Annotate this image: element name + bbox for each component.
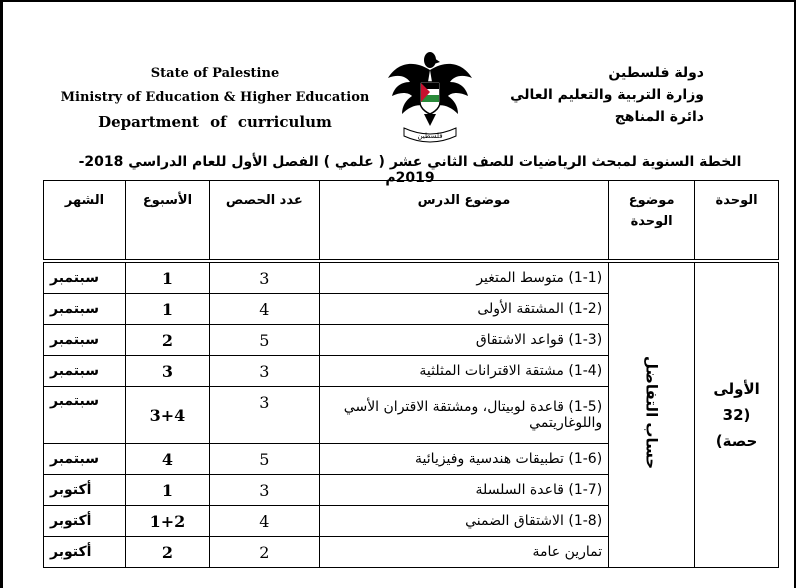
- periods-cell: 3: [209, 475, 319, 506]
- month-cell: سبتمبر: [44, 444, 126, 475]
- lesson-cell: (1-2) المشتقة الأولى: [319, 294, 608, 325]
- periods-cell: 3: [209, 387, 319, 444]
- periods-cell: 5: [209, 325, 319, 356]
- arabic-header: [484, 62, 704, 128]
- plan-title: الخطة السنوية لمبحث الرياضيات للصف الثاني عشر ( علمي ) الفصل الأول للعام الدراسي 2018-2019م: [78, 154, 742, 186]
- lesson-cell: (1-5) قاعدة لوبيتال، ومشتقة الاقتران الأسي واللوغاريتمي: [319, 387, 608, 444]
- topic-cell: [609, 261, 695, 568]
- header-topic-line2: الوحدة: [630, 214, 673, 229]
- lesson-cell: (1-8) الاشتقاق الضمني: [319, 506, 608, 537]
- table-header-row: [44, 181, 779, 262]
- header-week: الأسبوع: [125, 181, 209, 262]
- week-cell: 2: [125, 537, 209, 568]
- page-left-border: [0, 0, 3, 588]
- month-cell: سبتمبر: [44, 325, 126, 356]
- unit-cell: [695, 261, 779, 568]
- lesson-cell: (1-6) تطبيقات هندسية وفيزيائية: [319, 444, 608, 475]
- periods-cell: 4: [209, 294, 319, 325]
- header-topic-line1: موضوع: [628, 193, 675, 208]
- annual-plan-table: [43, 180, 779, 568]
- month-cell: أكتوبر: [44, 506, 126, 537]
- lesson-cell: (1-3) قواعد الاشتقاق: [319, 325, 608, 356]
- month-cell: سبتمبر: [44, 261, 126, 294]
- periods-cell: 4: [209, 506, 319, 537]
- month-cell: سبتمبر: [44, 356, 126, 387]
- month-cell: سبتمبر: [44, 387, 126, 444]
- periods-cell: 5: [209, 444, 319, 475]
- lesson-cell: تمارين عامة: [319, 537, 608, 568]
- state-name-en: State of Palestine: [150, 66, 280, 81]
- header-lesson: موضوع الدرس: [319, 181, 608, 262]
- week-cell: 3+4: [125, 387, 209, 444]
- week-cell: 1: [125, 294, 209, 325]
- header-month: الشهر: [44, 181, 126, 262]
- table-row: [44, 261, 779, 294]
- week-cell: 2: [125, 325, 209, 356]
- ministry-name-ar: وزارة التربية والتعليم العالي: [510, 87, 704, 103]
- periods-cell: 3: [209, 261, 319, 294]
- header-periods: عدد الحصص: [209, 181, 319, 262]
- state-name-ar: دولة فلسطين: [608, 65, 704, 81]
- page-top-border: [0, 0, 796, 2]
- palestine-eagle-emblem-icon: [384, 40, 476, 144]
- header-topic: [609, 181, 695, 262]
- emblem-banner-text: فلسطين: [417, 132, 443, 140]
- department-name-en: Department of curriculum: [98, 113, 332, 131]
- english-header: [60, 62, 370, 134]
- header-unit: الوحدة: [695, 181, 779, 262]
- week-cell: 3: [125, 356, 209, 387]
- lesson-cell: (1-7) قاعدة السلسلة: [319, 475, 608, 506]
- lesson-cell: (1-4) مشتقة الاقترانات المثلثية: [319, 356, 608, 387]
- ministry-name-en: Ministry of Education & Higher Education: [60, 90, 370, 105]
- week-cell: 4: [125, 444, 209, 475]
- month-cell: أكتوبر: [44, 537, 126, 568]
- week-cell: 1: [125, 475, 209, 506]
- week-cell: 1: [125, 261, 209, 294]
- department-name-ar: دائرة المناهج: [614, 109, 704, 125]
- month-cell: سبتمبر: [44, 294, 126, 325]
- unit-line2: (32: [722, 406, 751, 424]
- month-cell: أكتوبر: [44, 475, 126, 506]
- periods-cell: 2: [209, 537, 319, 568]
- topic-text: حساب التفاضل: [642, 356, 661, 470]
- unit-line1: الأولى: [713, 380, 760, 398]
- week-cell: 1+2: [125, 506, 209, 537]
- periods-cell: 3: [209, 356, 319, 387]
- unit-line3: حصة): [715, 432, 758, 450]
- lesson-cell: (1-1) متوسط المتغير: [319, 261, 608, 294]
